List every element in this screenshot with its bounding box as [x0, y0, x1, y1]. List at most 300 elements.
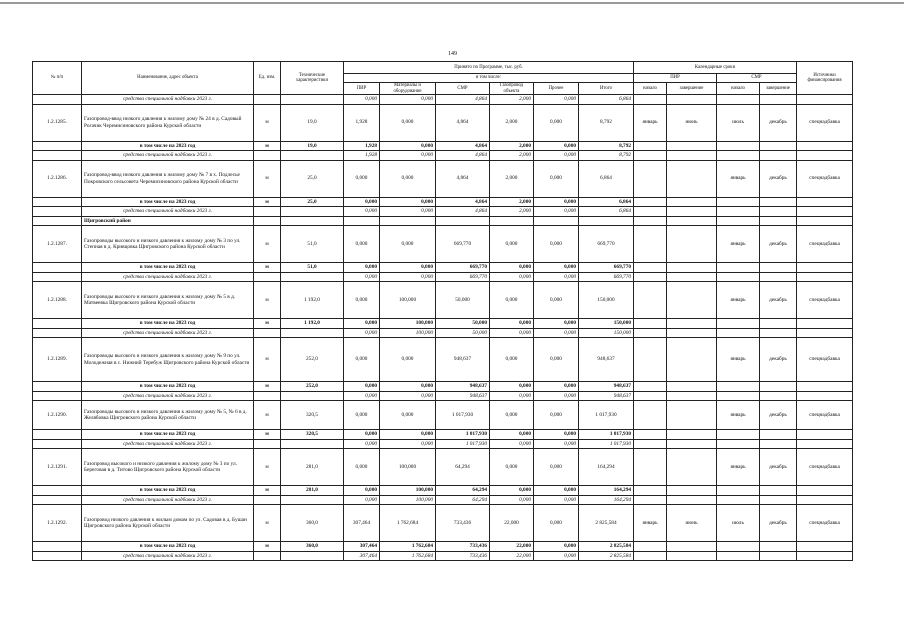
value-cell: 100,000 [380, 282, 436, 319]
subsidy-row [33, 439, 853, 449]
empty-cell [797, 382, 853, 392]
subsidy-row [33, 391, 853, 401]
empty-cell [667, 151, 717, 161]
value-cell: 0,000 [344, 328, 380, 338]
unit-cell: м [254, 505, 281, 542]
year-total-row [33, 197, 853, 207]
unit-cell [254, 439, 281, 449]
calendar-cell [634, 160, 667, 197]
col-smr-end-header: завершение [760, 83, 797, 95]
value-cell: 1 017,930 [579, 439, 634, 449]
value-cell: 0,000 [344, 282, 380, 319]
value-cell: 0,000 [490, 226, 534, 263]
empty-cell [281, 216, 344, 226]
num-cell [33, 439, 82, 449]
section-row [33, 216, 853, 226]
value-cell: 22,000 [490, 542, 534, 552]
value-cell: 0,000 [534, 160, 579, 197]
empty-cell [667, 141, 717, 151]
value-cell: 307,464 [344, 505, 380, 542]
empty-cell [797, 95, 853, 105]
page-number: 149 [448, 51, 457, 57]
value-cell: 669,770 [436, 272, 490, 282]
value-cell: 1,928 [344, 141, 380, 151]
tech-cell [281, 207, 344, 217]
value-cell: 0,000 [344, 430, 380, 440]
empty-cell [717, 382, 760, 392]
unit-cell: м [254, 338, 281, 382]
value-cell: 0,000 [534, 226, 579, 263]
value-cell: 733,436 [436, 505, 490, 542]
tech-cell [281, 495, 344, 505]
num-cell [33, 319, 82, 329]
tech-cell: 320,5 [281, 430, 344, 440]
year-total-row [33, 430, 853, 440]
value-cell: 0,000 [380, 338, 436, 382]
value-cell: 0,000 [490, 263, 534, 273]
empty-cell [667, 272, 717, 282]
value-cell: 0,000 [490, 319, 534, 329]
source-cell: спецнадбавка [797, 505, 853, 542]
subsidy-label: средства специальной надбавки 2023 г. [82, 439, 254, 449]
program-table [32, 61, 853, 561]
tech-cell: 25,0 [281, 197, 344, 207]
empty-cell [717, 430, 760, 440]
year-total-row [33, 542, 853, 552]
year-total-label: в том числе на 2023 год [82, 542, 254, 552]
num-cell [33, 263, 82, 273]
unit-cell: м [254, 263, 281, 273]
value-cell: 50,000 [436, 282, 490, 319]
calendar-cell: июнь [667, 104, 717, 141]
empty-cell [717, 197, 760, 207]
value-cell: 669,770 [436, 226, 490, 263]
num-cell [33, 272, 82, 282]
value-cell: 164,294 [579, 449, 634, 486]
empty-cell [667, 486, 717, 496]
num-cell [33, 430, 82, 440]
value-cell: 0,000 [534, 382, 579, 392]
calendar-cell [667, 449, 717, 486]
empty-cell [667, 495, 717, 505]
value-cell: 0,000 [380, 401, 436, 430]
empty-cell [634, 495, 667, 505]
value-cell: 6,864 [579, 197, 634, 207]
value-cell: 0,000 [534, 328, 579, 338]
empty-cell [490, 216, 534, 226]
value-cell: 0,000 [380, 95, 436, 105]
empty-cell [634, 328, 667, 338]
value-cell: 0,000 [344, 197, 380, 207]
empty-cell [760, 263, 797, 273]
calendar-cell [667, 282, 717, 319]
tech-cell: 360,0 [281, 505, 344, 542]
value-cell: 0,000 [534, 151, 579, 161]
unit-cell: м [254, 319, 281, 329]
value-cell: 8,792 [579, 151, 634, 161]
year-total-row [33, 141, 853, 151]
value-cell: 0,000 [344, 401, 380, 430]
value-cell: 0,000 [380, 207, 436, 217]
empty-cell [436, 216, 490, 226]
year-total-row [33, 263, 853, 273]
object-num: 1.2.1289. [33, 338, 82, 382]
subsidy-row [33, 328, 853, 338]
empty-cell [760, 319, 797, 329]
value-cell: 1 017,930 [436, 401, 490, 430]
source-cell: спецнадбавка [797, 282, 853, 319]
value-cell: 150,000 [579, 319, 634, 329]
object-num: 1.2.1292. [33, 505, 82, 542]
num-cell [33, 486, 82, 496]
subsidy-row [33, 551, 853, 561]
value-cell: 733,436 [436, 542, 490, 552]
object-num: 1.2.1286. [33, 160, 82, 197]
object-row [33, 449, 853, 486]
year-total-label: в том числе на 2023 год [82, 197, 254, 207]
value-cell: 2 825,584 [579, 542, 634, 552]
value-cell: 0,000 [380, 430, 436, 440]
object-name: Газопровод-ввод низкого давления к жилому дому № 24 в д. Садовый Рогачик Черемисиновского района Курской области [82, 104, 254, 141]
calendar-cell [667, 338, 717, 382]
value-cell: 4,864 [436, 207, 490, 217]
value-cell: 0,000 [534, 141, 579, 151]
unit-cell: м [254, 382, 281, 392]
tech-cell: 1 192,0 [281, 319, 344, 329]
col-cal-smr-header: СМР [717, 74, 797, 83]
value-cell: 164,294 [579, 486, 634, 496]
value-cell: 0,000 [490, 449, 534, 486]
empty-cell [634, 151, 667, 161]
value-cell: 0,000 [380, 263, 436, 273]
empty-cell [634, 141, 667, 151]
subsidy-label: средства специальной надбавки 2023 г. [82, 495, 254, 505]
value-cell: 8,792 [579, 141, 634, 151]
value-cell: 0,000 [380, 197, 436, 207]
tech-cell: 51,0 [281, 226, 344, 263]
col-smr-start-header: начало [717, 83, 760, 95]
object-name: Газопровод низкого давления к жилым домам по ул. Садовая в д. Бушан Щигровского района Курской области [82, 505, 254, 542]
empty-cell [797, 551, 853, 561]
value-cell: 0,000 [490, 382, 534, 392]
value-cell: 948,637 [579, 382, 634, 392]
calendar-cell: декабрь [760, 282, 797, 319]
empty-cell [760, 197, 797, 207]
tech-cell: 320,5 [281, 401, 344, 430]
empty-cell [797, 319, 853, 329]
empty-cell [797, 197, 853, 207]
object-name: Газопровод высокого и низкого давления к жилому дому № 3 по ул. Береговая в д. Титово Щигровского района Курской области [82, 449, 254, 486]
empty-cell [717, 542, 760, 552]
subsidy-row [33, 495, 853, 505]
table-header [33, 62, 853, 95]
value-cell: 6,864 [579, 207, 634, 217]
value-cell: 0,000 [380, 382, 436, 392]
year-total-row [33, 486, 853, 496]
empty-cell [534, 216, 579, 226]
empty-cell [717, 95, 760, 105]
empty-cell [717, 272, 760, 282]
calendar-cell: декабрь [760, 104, 797, 141]
subsidy-label: средства специальной надбавки 2023 г. [82, 551, 254, 561]
calendar-cell: декабрь [760, 449, 797, 486]
value-cell: 0,000 [534, 282, 579, 319]
value-cell: 100,000 [380, 486, 436, 496]
unit-cell: м [254, 282, 281, 319]
calendar-cell [667, 160, 717, 197]
value-cell: 4,864 [436, 141, 490, 151]
source-cell: спецнадбавка [797, 226, 853, 263]
object-row [33, 401, 853, 430]
value-cell: 1 762,684 [380, 505, 436, 542]
value-cell: 0,000 [380, 141, 436, 151]
num-cell [33, 391, 82, 401]
value-cell: 0,000 [534, 272, 579, 282]
value-cell: 0,000 [490, 439, 534, 449]
object-num: 1.2.1291. [33, 449, 82, 486]
empty-cell [717, 495, 760, 505]
calendar-cell: декабрь [760, 160, 797, 197]
unit-cell: м [254, 449, 281, 486]
object-num: 1.2.1288. [33, 282, 82, 319]
subsidy-label: средства специальной надбавки 2023 г. [82, 391, 254, 401]
value-cell: 0,000 [380, 226, 436, 263]
empty-cell [717, 141, 760, 151]
tech-cell: 25,0 [281, 160, 344, 197]
empty-cell [667, 542, 717, 552]
source-cell: спецнадбавка [797, 160, 853, 197]
tech-cell [281, 151, 344, 161]
unit-cell [254, 495, 281, 505]
section-title: Щигровский район [82, 216, 254, 226]
object-name: Газопроводы высокого и низкого давления к жилому дому № 3 по ул. Степная в д. Кривцовка Щигровского района Курской области [82, 226, 254, 263]
value-cell: 100,000 [380, 328, 436, 338]
value-cell: 0,000 [534, 542, 579, 552]
unit-cell [254, 95, 281, 105]
value-cell: 50,000 [436, 319, 490, 329]
unit-cell [254, 272, 281, 282]
empty-cell [797, 391, 853, 401]
empty-cell [634, 551, 667, 561]
object-row [33, 505, 853, 542]
col-pir-end-header: завершение [667, 83, 717, 95]
num-cell [33, 141, 82, 151]
object-row [33, 282, 853, 319]
empty-cell [760, 495, 797, 505]
value-cell: 0,000 [344, 263, 380, 273]
value-cell: 2,000 [490, 160, 534, 197]
value-cell: 0,000 [534, 104, 579, 141]
value-cell: 0,000 [534, 338, 579, 382]
unit-cell: м [254, 401, 281, 430]
value-cell: 0,000 [380, 151, 436, 161]
empty-cell [717, 207, 760, 217]
col-sources-header: Источники финансирования [797, 62, 853, 95]
empty-cell [634, 95, 667, 105]
value-cell: 150,000 [579, 328, 634, 338]
empty-cell [667, 197, 717, 207]
value-cell: 0,000 [344, 439, 380, 449]
empty-cell [717, 391, 760, 401]
empty-cell [797, 328, 853, 338]
value-cell: 0,000 [344, 160, 380, 197]
value-cell: 0,000 [534, 551, 579, 561]
source-cell: спецнадбавка [797, 449, 853, 486]
empty-cell [717, 263, 760, 273]
value-cell: 0,000 [534, 207, 579, 217]
value-cell: 0,000 [534, 95, 579, 105]
value-cell: 1 762,684 [380, 551, 436, 561]
value-cell: 4,864 [436, 104, 490, 141]
empty-cell [760, 141, 797, 151]
unit-cell [254, 391, 281, 401]
calendar-cell: декабрь [760, 505, 797, 542]
value-cell: 0,000 [490, 486, 534, 496]
col-name-header: Наименование, адрес объекта [82, 62, 254, 95]
value-cell: 948,637 [436, 338, 490, 382]
empty-cell [717, 439, 760, 449]
num-cell [33, 551, 82, 561]
tech-cell [281, 328, 344, 338]
object-row [33, 226, 853, 263]
calendar-cell: январь [717, 160, 760, 197]
value-cell: 0,000 [534, 495, 579, 505]
calendar-cell: январь [634, 505, 667, 542]
num-cell [33, 328, 82, 338]
value-cell: 0,000 [534, 449, 579, 486]
object-name: Газопроводы высокого и низкого давления к жилому дому № 9 по ул. Молодежная в с. Нижний Теребуж Щигровского района Курской области [82, 338, 254, 382]
object-name: Газопроводы высокого и низкого давления к жилому дому № 5, № 6 в д. Желябовка Щигровского района Курской области [82, 401, 254, 430]
value-cell: 150,000 [579, 282, 634, 319]
value-cell: 948,637 [436, 382, 490, 392]
unit-cell: м [254, 160, 281, 197]
value-cell: 0,000 [534, 401, 579, 430]
source-cell: спецнадбавка [797, 104, 853, 141]
value-cell: 0,000 [380, 439, 436, 449]
value-cell: 2,000 [490, 197, 534, 207]
value-cell: 0,000 [490, 430, 534, 440]
empty-cell [667, 263, 717, 273]
unit-cell: м [254, 542, 281, 552]
value-cell: 307,464 [344, 551, 380, 561]
value-cell: 0,000 [534, 263, 579, 273]
col-other-header: Прочее [534, 83, 579, 95]
subsidy-row [33, 272, 853, 282]
empty-cell [797, 486, 853, 496]
unit-cell: м [254, 104, 281, 141]
tech-cell: 19,0 [281, 141, 344, 151]
value-cell: 0,000 [380, 391, 436, 401]
year-total-label: в том числе на 2023 год [82, 486, 254, 496]
object-num: 1.2.1290. [33, 401, 82, 430]
calendar-cell [634, 226, 667, 263]
empty-cell [634, 216, 667, 226]
num-cell [33, 207, 82, 217]
calendar-cell [634, 449, 667, 486]
empty-cell [760, 551, 797, 561]
value-cell: 22,000 [490, 551, 534, 561]
calendar-cell: январь [634, 104, 667, 141]
unit-cell [254, 207, 281, 217]
col-calendar-header: Календарные сроки [634, 62, 797, 74]
empty-cell [760, 542, 797, 552]
tech-cell: 360,0 [281, 542, 344, 552]
year-total-label: в том числе на 2023 год [82, 430, 254, 440]
empty-cell [667, 95, 717, 105]
empty-cell [634, 263, 667, 273]
tech-cell: 1 192,0 [281, 282, 344, 319]
num-cell [33, 382, 82, 392]
value-cell: 0,000 [380, 272, 436, 282]
value-cell: 64,294 [436, 449, 490, 486]
value-cell: 0,000 [490, 495, 534, 505]
tech-cell [281, 95, 344, 105]
tech-cell [281, 272, 344, 282]
object-name: Газопровод-ввод низкого давления к жилому дому № 7 в х. Подлесье Покровского сельсовета Черемисиновского района Курской области [82, 160, 254, 197]
col-smr-header: СМР [436, 83, 490, 95]
value-cell: 0,000 [534, 439, 579, 449]
year-total-label: в том числе на 2023 год [82, 382, 254, 392]
value-cell: 0,000 [344, 382, 380, 392]
value-cell: 4,864 [436, 160, 490, 197]
empty-cell [760, 95, 797, 105]
subsidy-row [33, 95, 853, 105]
calendar-cell [634, 338, 667, 382]
value-cell: 1 762,684 [380, 542, 436, 552]
empty-cell [760, 151, 797, 161]
num-cell [33, 542, 82, 552]
unit-cell: м [254, 486, 281, 496]
empty-cell [667, 439, 717, 449]
empty-cell [634, 319, 667, 329]
tech-cell [281, 439, 344, 449]
unit-cell [254, 328, 281, 338]
year-total-row [33, 382, 853, 392]
col-unit-header: Ед. изм. [254, 62, 281, 95]
calendar-cell: декабрь [760, 226, 797, 263]
empty-cell [667, 328, 717, 338]
empty-cell [760, 207, 797, 217]
col-cal-pir-header: ПИР [634, 74, 717, 83]
object-row [33, 160, 853, 197]
unit-cell: м [254, 430, 281, 440]
value-cell: 2,000 [490, 95, 534, 105]
empty-cell [254, 216, 281, 226]
empty-cell [717, 319, 760, 329]
value-cell: 100,000 [380, 449, 436, 486]
empty-cell [797, 207, 853, 217]
unit-cell [254, 151, 281, 161]
empty-cell [380, 216, 436, 226]
num-cell [33, 495, 82, 505]
year-total-label: в том числе на 2023 год [82, 141, 254, 151]
calendar-cell: июль [717, 104, 760, 141]
empty-cell [667, 551, 717, 561]
empty-cell [634, 391, 667, 401]
empty-cell [667, 216, 717, 226]
value-cell: 100,000 [380, 319, 436, 329]
value-cell: 0,000 [344, 226, 380, 263]
calendar-cell [634, 401, 667, 430]
col-pir-header: ПИР [344, 83, 380, 95]
num-cell [33, 197, 82, 207]
empty-cell [797, 263, 853, 273]
unit-cell: м [254, 141, 281, 151]
calendar-cell: июнь [667, 505, 717, 542]
value-cell: 0,000 [534, 505, 579, 542]
empty-cell [667, 382, 717, 392]
tech-cell: 252,0 [281, 382, 344, 392]
